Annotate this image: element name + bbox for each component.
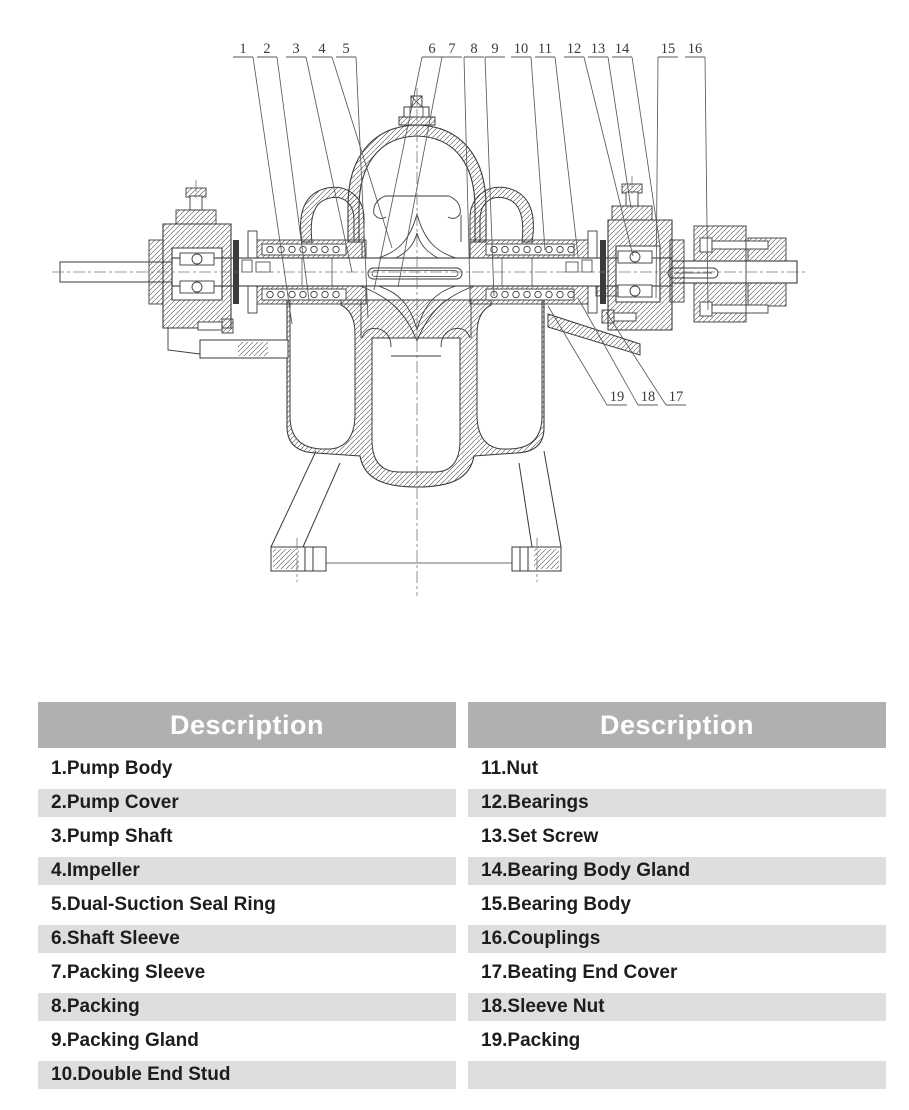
callout-label: 19 xyxy=(609,389,625,405)
callout-label: 11 xyxy=(538,41,552,57)
callout-leader-line xyxy=(548,306,607,405)
table-row: 8.Packing xyxy=(38,993,456,1021)
table-row: 1.Pump Body xyxy=(51,758,173,779)
callout-label: 13 xyxy=(590,41,606,57)
table-row: 12.Bearings xyxy=(468,789,886,817)
right-bearing-assembly xyxy=(600,184,684,330)
callout-label: 8 xyxy=(470,41,478,57)
callout-label: 2 xyxy=(263,41,271,57)
table-row: 10.Double End Stud xyxy=(38,1061,456,1089)
table-row: 14.Bearing Body Gland xyxy=(468,857,886,885)
callout-label: 14 xyxy=(614,41,630,57)
table-row: 15.Bearing Body xyxy=(481,894,631,915)
table-row: 5.Dual-Suction Seal Ring xyxy=(51,894,276,915)
table-row: 11.Nut xyxy=(481,758,539,779)
table-row: 18.Sleeve Nut xyxy=(468,993,886,1021)
callout-label: 9 xyxy=(491,41,499,57)
callout-leader-line xyxy=(555,57,578,256)
parts-table-right xyxy=(468,702,886,1095)
callout-label: 18 xyxy=(640,389,656,405)
table-row: 4.Impeller xyxy=(38,857,456,885)
callout-label: 15 xyxy=(660,41,676,57)
callout-label: 6 xyxy=(428,41,436,57)
callout-leader-line xyxy=(398,57,442,287)
table-row: 13.Set Screw xyxy=(481,826,599,847)
callout-leader-line xyxy=(374,57,422,290)
table-header: Description xyxy=(38,702,456,748)
table-row: 9.Packing Gland xyxy=(51,1030,199,1051)
pump-body-lower xyxy=(200,300,640,487)
table-row: 16.Couplings xyxy=(468,925,886,953)
table-row: 19.Packing xyxy=(481,1030,581,1051)
callout-label: 7 xyxy=(448,41,456,57)
pump-drawing xyxy=(52,88,808,596)
callout-label: 16 xyxy=(687,41,703,57)
table-header: Description xyxy=(468,702,886,748)
callout-label: 4 xyxy=(318,41,326,57)
callout-leader-line xyxy=(464,57,470,292)
callout-label: 1 xyxy=(239,41,247,57)
callout-label: 12 xyxy=(566,41,582,57)
table-row: 6.Shaft Sleeve xyxy=(38,925,456,953)
callout-label: 17 xyxy=(668,389,684,405)
callout-label: 5 xyxy=(342,41,350,57)
parts-table-left xyxy=(38,702,456,1095)
table-body xyxy=(468,755,886,1089)
table-row xyxy=(468,1061,886,1089)
callout-label: 10 xyxy=(513,41,529,57)
table-row: 17.Beating End Cover xyxy=(481,962,678,983)
table-row: 7.Packing Sleeve xyxy=(51,962,206,983)
table-body xyxy=(38,755,456,1089)
table-row: 2.Pump Cover xyxy=(38,789,456,817)
callout-leader-line xyxy=(608,57,631,208)
table-row: 3.Pump Shaft xyxy=(51,826,173,847)
callout-label: 3 xyxy=(292,41,300,57)
